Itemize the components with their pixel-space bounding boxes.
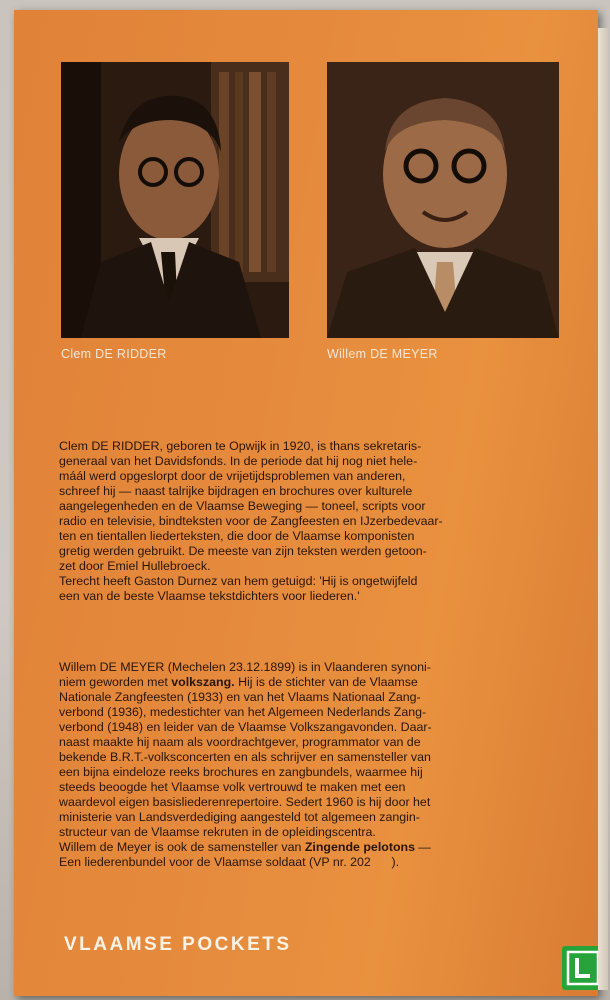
bio-line: verbond (1948) en leider van de Vlaamse Volkszangavonden. Daar- [59,720,432,734]
bio-line: Terecht heeft Gaston Durnez van hem getuigd: 'Hij is ongetwijfeld [59,574,418,588]
portrait-photo-willem-de-meyer [327,62,559,338]
book-back-cover [14,10,598,996]
bio-line: Een liederenbundel voor de Vlaamse soldaat (VP nr. 202 ). [59,855,400,869]
bio-line: Clem DE RIDDER, geboren te Opwijk in 1920, is thans sekretaris- [59,439,422,453]
publisher-logo-icon [562,946,604,990]
bio-line: radio en televisie, bindteksten voor de Zangfeesten en IJzerbedevaar- [59,514,443,528]
bio-willem-de-meyer [59,660,565,870]
bio-line: zet door Emiel Hullebroeck. [59,559,211,573]
bio-line: Nationale Zangfeesten (1933) en van het Vlaams Nationaal Zang- [59,690,421,704]
bio-line: verbond (1936), medestichter van het Algemeen Nederlands Zang- [59,705,427,719]
bio-emphasis-zingende-pelotons: Zingende pelotons [304,840,415,854]
bio-line: ministerie van Landsverdediging aangesteld tot algemeen zangin- [59,810,420,824]
bio-line: generaal van het Davidsfonds. In de periode dat hij nog niet hele- [59,454,418,468]
portrait-image-left [61,62,289,338]
portrait-photo-clem-de-ridder [61,62,289,338]
bio-emphasis-volkszang: volkszang. [171,675,235,689]
bio-line: máál werd opgeslorpt door de vrijetijdsproblemen van anderen, [59,469,406,483]
bio-line [59,840,565,855]
bio-text: Hij is de stichter van de Vlaamse [234,675,418,689]
bio-line: Willem DE MEYER (Mechelen 23.12.1899) is in Vlaanderen synoni- [59,660,431,674]
bio-line: naast maakte hij naam als voordrachtgever, programmator van de [59,735,421,749]
bio-line [59,675,565,690]
bio-line: aangelegenheden en de Vlaamse Beweging — toneel, scripts voor [59,499,426,513]
bio-line: steeds beoogde het Vlaamse volk vertrouwd te maken met een [59,780,406,794]
portrait-image-right [327,62,559,338]
series-title: VLAAMSE POCKETS [64,934,292,955]
bio-line: structeur van de Vlaamse rekruten in de opleidingscentra. [59,825,376,839]
bio-line: een van de beste Vlaamse tekstdichters voor liederen.' [59,589,360,603]
bio-line: een bijna eindeloze reeks brochures en zangbundels, waarmee hij [59,765,423,779]
bio-line: gretig werden gebruikt. De meeste van zijn teksten werden getoon- [59,544,427,558]
bio-clem-de-ridder [59,439,565,604]
bio-text: Willem de Meyer is ook de samensteller van [59,840,305,854]
bio-line: ten en tientallen liederteksten, die door de Vlaamse komponisten [59,529,415,543]
bio-line: schreef hij — naast talrijke bijdragen en brochures over kulturele [59,484,413,498]
caption-willem-de-meyer: Willem DE MEYER [327,347,438,361]
bio-text: — [414,840,431,854]
bio-line: waardevol eigen basisliederenrepertoire. Sedert 1960 is hij door het [59,795,431,809]
caption-clem-de-ridder: Clem DE RIDDER [61,347,167,361]
bio-text: niem geworden met [59,675,172,689]
bio-line: bekende B.R.T.-volksconcerten en als schrijver en samensteller van [59,750,431,764]
